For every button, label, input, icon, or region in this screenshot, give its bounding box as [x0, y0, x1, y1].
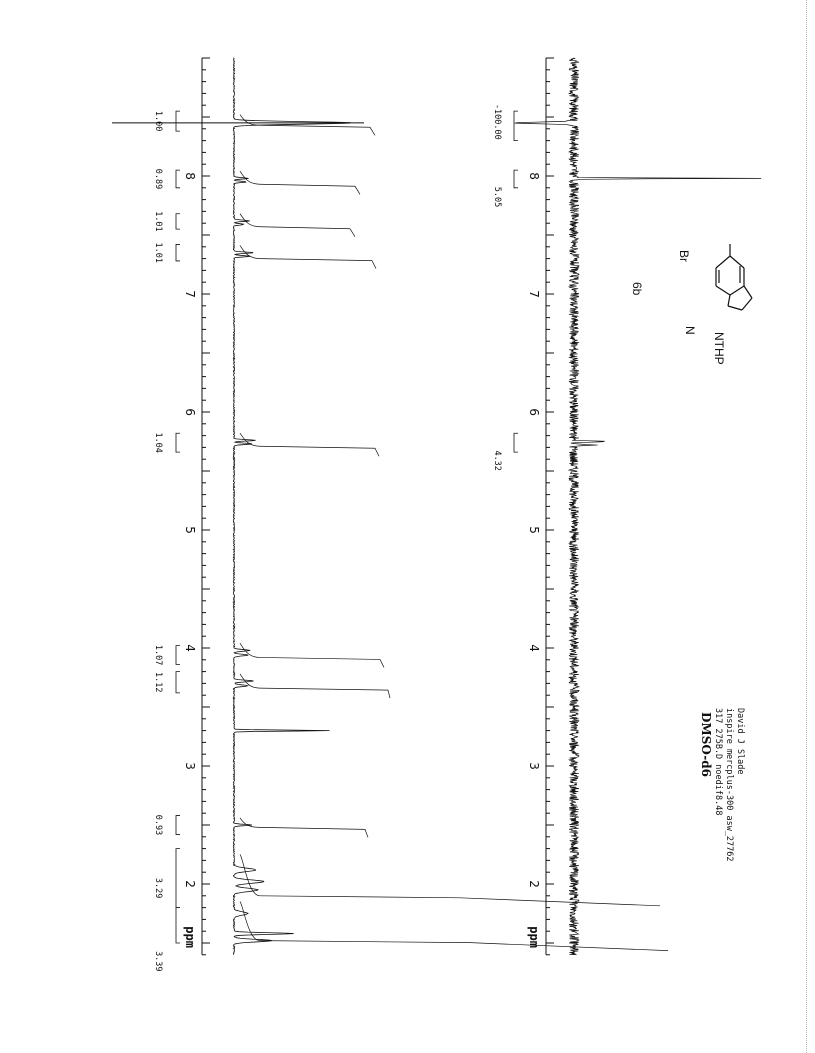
proton-integral-value-3: 1.01	[153, 242, 163, 263]
proton-integral-curve-7	[240, 818, 368, 838]
proton-integral-curve-2	[240, 214, 355, 237]
ppm-tick-label-0-0: 8	[183, 172, 197, 180]
ppm-tick-label-1-6: 2	[527, 880, 541, 888]
proton-integral-value-5: 1.07	[153, 644, 163, 666]
proton-integral-bracket-7	[176, 816, 180, 835]
proton-integral-value-4: 1.04	[153, 432, 163, 453]
proton-integral-curve-3	[240, 246, 376, 269]
proton-integral-curve-8	[240, 854, 660, 905]
proton-integral-value-9: 3.39	[153, 951, 163, 972]
noe-integral-bracket-0	[514, 111, 518, 141]
proton-integral-bracket-1	[176, 170, 180, 188]
solvent-handwritten: DMSO-d6	[699, 712, 713, 777]
proton-integral-value-6: 1.12	[153, 671, 163, 693]
ppm-tick-label-0-6: 2	[183, 880, 197, 888]
ppm-tick-label-1-0: 8	[527, 172, 541, 180]
proton-integral-curve-6	[240, 674, 390, 698]
proton-integral-bracket-9	[176, 908, 180, 943]
noe-spectrum-trace	[515, 58, 761, 955]
proton-integral-curve-5	[240, 643, 384, 667]
proton-spectrum-trace	[233, 58, 349, 955]
proton-integral-bracket-5	[176, 646, 180, 665]
proton-integral-curve-4	[240, 433, 379, 456]
ppm-tick-label-1-2: 6	[527, 408, 541, 416]
proton-integral-value-0: 1.00	[153, 110, 163, 132]
proton-integral-value-2: 1.01	[153, 211, 163, 232]
instrument-info: inspire mercplus-300 asw_27762	[724, 708, 734, 862]
proton-integral-value-7: 0.93	[153, 814, 163, 836]
experiment-info: 317 275B.D noedif8.48	[713, 708, 723, 816]
ppm-tick-label-1-1: 7	[527, 290, 541, 298]
ppm-axis-label-0: ppm	[183, 926, 197, 948]
compound-id-label: 6b	[630, 282, 644, 296]
proton-integral-bracket-0	[176, 111, 180, 131]
proton-integral-bracket-8	[176, 849, 180, 908]
molecule-structure	[716, 244, 752, 310]
proton-integral-curve-1	[240, 171, 360, 194]
proton-integral-bracket-6	[176, 672, 180, 693]
noe-integral-bracket-2	[514, 433, 518, 452]
operator-name: David J Slade	[735, 708, 745, 775]
ppm-tick-label-1-3: 5	[527, 526, 541, 534]
ppm-tick-label-0-1: 7	[183, 290, 197, 298]
proton-integral-value-1: 0.89	[153, 168, 163, 190]
proton-integral-bracket-3	[176, 244, 180, 261]
noe-integral-value-0: -100.00	[492, 103, 502, 140]
proton-integral-curve-9	[240, 902, 668, 951]
nthp-substituent-label: NTHP	[712, 332, 726, 365]
ring-nitrogen-label: N	[683, 326, 697, 335]
noe-integral-bracket-1	[514, 170, 518, 188]
ppm-tick-label-0-3: 5	[183, 526, 197, 534]
ppm-tick-label-0-2: 6	[183, 408, 197, 416]
ppm-tick-label-1-5: 3	[527, 762, 541, 770]
noe-integral-value-1: 5.05	[492, 186, 502, 208]
noe-integral-value-2: 4.32	[492, 450, 502, 471]
ppm-axis-label-1: ppm	[527, 926, 541, 948]
proton-integral-bracket-2	[176, 214, 180, 229]
ppm-tick-label-1-4: 4	[527, 644, 541, 652]
ppm-tick-label-0-4: 4	[183, 644, 197, 652]
bromo-substituent-label: Br	[677, 250, 691, 262]
proton-integral-value-8: 3.29	[153, 877, 163, 899]
ppm-tick-label-0-5: 3	[183, 762, 197, 770]
proton-integral-bracket-4	[176, 433, 180, 452]
